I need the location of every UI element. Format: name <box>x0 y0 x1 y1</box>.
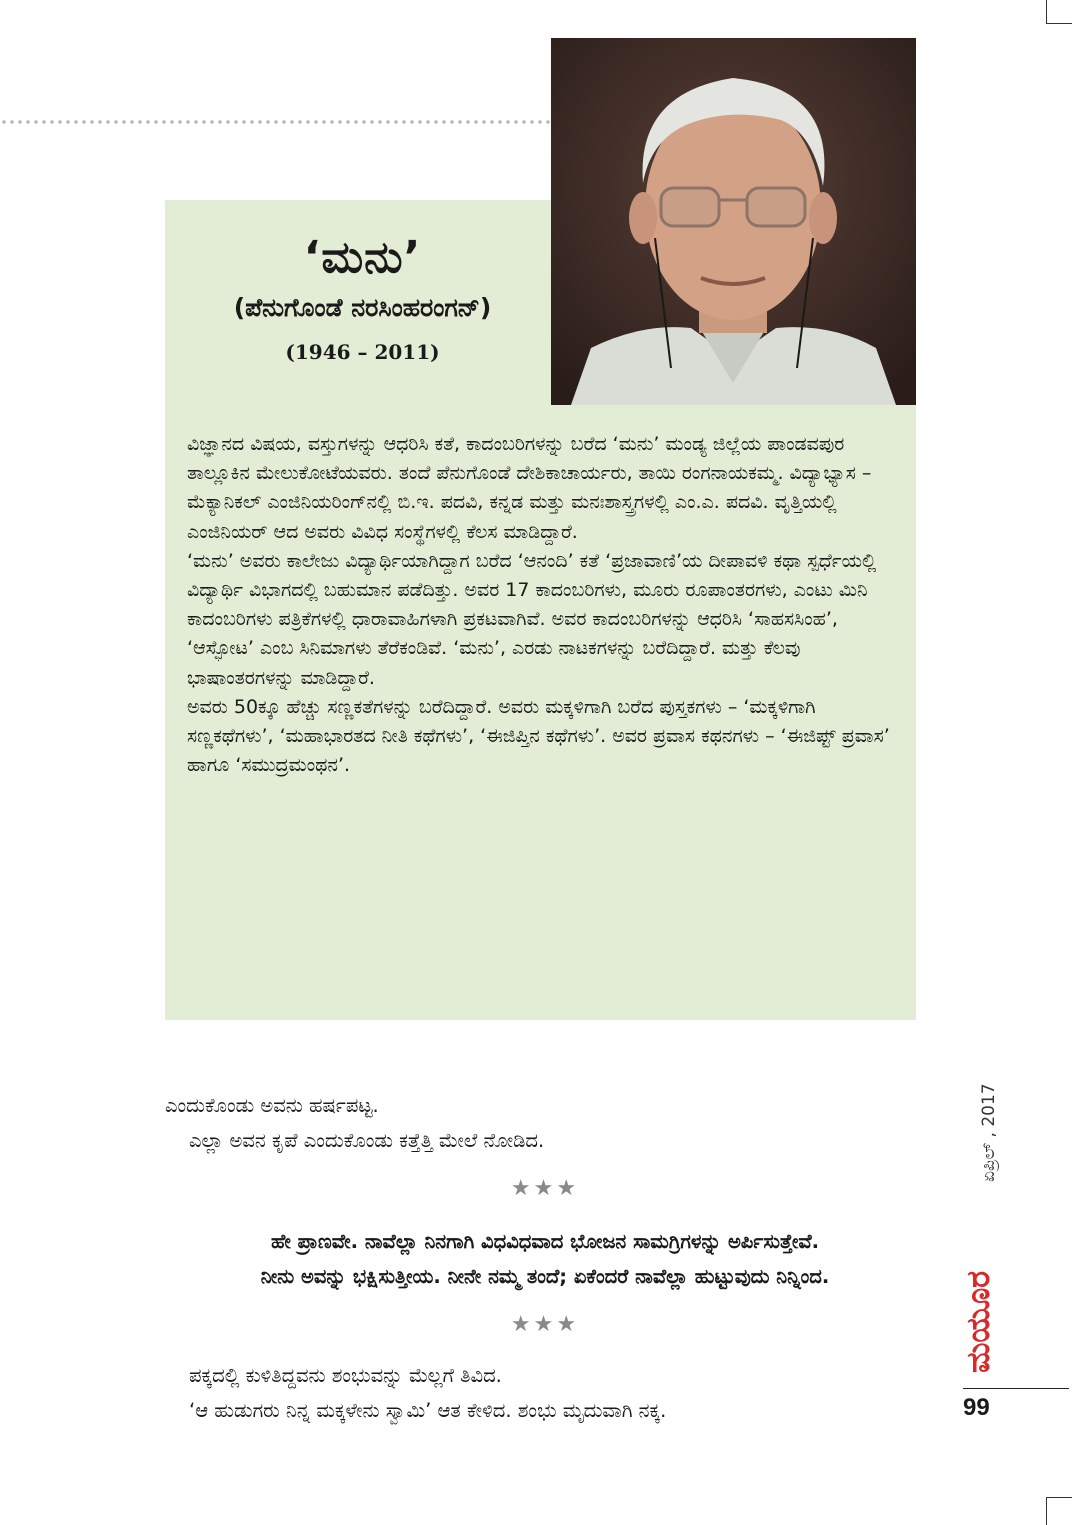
section-separator: ★★★ <box>510 1176 580 1201</box>
profile-subtitle: (ಪೆನುಗೊಂಡೆ ನರಸಿಂಹರಂಗನ್) <box>233 293 492 322</box>
story-line: ಎಲ್ಲಾ ಅವನ ಕೃಪೆ ಎಂದುಕೊಂಡು ಕತ್ತೆತ್ತಿ ಮೇಲೆ ನೋಡಿದ. <box>189 1129 545 1152</box>
story-section-1 <box>165 1088 925 1158</box>
footer-rule <box>963 1388 1069 1389</box>
bio-paragraph: ವಿಜ್ಞಾನದ ವಿಷಯ, ವಸ್ತುಗಳನ್ನು ಆಧರಿಸಿ ಕತೆ, ಕಾದಂಬರಿಗಳನ್ನು ಬರೆದ ‘ಮನು’ ಮಂಡ್ಯ ಜಿಲ್ಲೆಯ ಪಾಂಡವಪುರ ತಾಲ್ಲೂಕಿನ ಮೇಲುಕೋಟೆಯವರು. ತಂದೆ ಪೆನುಗೊಂಡೆ ದೇಶಿಕಾಚಾರ್ಯರು, ತಾಯಿ ರಂಗನಾಯಕಮ್ಮ. ವಿದ್ಯಾಭ್ಯಾಸ – ಮೆಕ್ಯಾನಿಕಲ್ ಎಂಜಿನಿಯರಿಂಗ್‌ನಲ್ಲಿ ಬಿ.ಇ. ಪದವಿ, ಕನ್ನಡ ಮತ್ತು ಮನಃಶಾಸ್ತ್ರಗಳಲ್ಲಿ ಎಂ.ಎ. ಪದವಿ. ವೃತ್ತಿಯಲ್ಲಿ ಎಂಜಿನಿಯರ್ ಆದ ಅವರು ವಿವಿಧ ಸಂಸ್ಥೆಗಳಲ್ಲಿ ಕೆಲಸ ಮಾಡಿದ್ದಾರೆ. <box>187 433 872 543</box>
story-line: ಪಕ್ಕದಲ್ಲಿ ಕುಳಿತಿದ್ದವನು ಶಂಭುವನ್ನು ಮೆಲ್ಲಗೆ ತಿವಿದ. <box>189 1364 502 1387</box>
bio-paragraph: ಅವರು 50ಕ್ಕೂ ಹೆಚ್ಚು ಸಣ್ಣಕತೆಗಳನ್ನು ಬರೆದಿದ್ದಾರೆ. ಅವರು ಮಕ್ಕಳಿಗಾಗಿ ಬರೆದ ಪುಸ್ತಕಗಳು – ‘ಮಕ್ಕಳಿಗಾಗಿ ಸಣ್ಣಕಥೆಗಳು’, ‘ಮಹಾಭಾರತದ ನೀತಿ ಕಥೆಗಳು’, ‘ಈಜಿಪ್ತಿನ ಕಥೆಗಳು’. ಅವರ ಪ್ರವಾಸ ಕಥನಗಳು – ‘ಈಜಿಪ್ಟ್ ಪ್ರವಾಸ’ ಹಾಗೂ ‘ಸಮುದ್ರಮಂಥನ’. <box>187 695 890 777</box>
crop-mark-bottom-right <box>1046 1497 1072 1525</box>
prayer-block <box>165 1224 925 1294</box>
prayer-line: ಹೇ ಪ್ರಾಣವೇ. ನಾವೆಲ್ಲಾ ನಿನಗಾಗಿ ವಿಧವಿಧವಾದ ಭೋಜನ ಸಾಮಗ್ರಿಗಳನ್ನು ಅರ್ಪಿಸುತ್ತೇವೆ. <box>270 1230 820 1253</box>
dotted-rule <box>0 119 550 125</box>
story-section-2 <box>165 1358 925 1428</box>
profile-header <box>175 230 550 372</box>
prayer-line: ನೀನು ಅವನ್ನು ಭಕ್ಷಿಸುತ್ತೀಯ. ನೀನೇ ನಮ್ಮ ತಂದೆ; ಏಕೆಂದರೆ ನಾವೆಲ್ಲಾ ಹುಟ್ಟುವುದು ನಿನ್ನಿಂದ. <box>260 1265 830 1288</box>
story-line: ಎಂದುಕೊಂಡು ಅವನು ಹರ್ಷಪಟ್ಟ. <box>165 1094 379 1117</box>
page-number: 99 <box>963 1394 990 1421</box>
section-separator: ★★★ <box>510 1312 580 1337</box>
profile-title: ‘ಮನು’ <box>303 232 422 283</box>
magazine-logo-text: ಮಯೂರ <box>959 1270 997 1373</box>
bio-text <box>187 430 897 780</box>
story-line: ‘ಆ ಹುಡುಗರು ನಿನ್ನ ಮಕ್ಕಳೇನು ಸ್ವಾಮಿ’ ಆತ ಕೇಳಿದ. ಶಂಭು ಮೃದುವಾಗಿ ನಕ್ಕ. <box>189 1399 667 1422</box>
profile-years: (1946 – 2011) <box>285 340 440 364</box>
issue-date: ಏಪ್ರಿಲ್ , 2017 <box>979 1083 999 1182</box>
magazine-logo <box>959 1245 997 1375</box>
bio-paragraph: ‘ಮನು’ ಅವರು ಕಾಲೇಜು ವಿದ್ಯಾರ್ಥಿಯಾಗಿದ್ದಾಗ ಬರೆದ ‘ಆನಂದಿ’ ಕತೆ ‘ಪ್ರಜಾವಾಣಿ’ಯ ದೀಪಾವಳಿ ಕಥಾ ಸ್ಪರ್ಧೆಯಲ್ಲಿ ವಿದ್ಯಾರ್ಥಿ ವಿಭಾಗದಲ್ಲಿ ಬಹುಮಾನ ಪಡೆದಿತ್ತು. ಅವರ 17 ಕಾದಂಬರಿಗಳು, ಮೂರು ರೂಪಾಂತರಗಳು, ಎಂಟು ಮಿನಿ ಕಾದಂಬರಿಗಳು ಪತ್ರಿಕೆಗಳಲ್ಲಿ ಧಾರಾವಾಹಿಗಳಾಗಿ ಪ್ರಕಟವಾಗಿವೆ. ಅವರ ಕಾದಂಬರಿಗಳನ್ನು ಆಧರಿಸಿ ‘ಸಾಹಸಸಿಂಹ’, ‘ಆಸ್ಫೋಟ’ ಎಂಬ ಸಿನಿಮಾಗಳು ತೆರೆಕಂಡಿವೆ. ‘ಮನು’, ಎರಡು ನಾಟಕಗಳನ್ನು ಬರೆದಿದ್ದಾರೆ. ಮತ್ತು ಕೆಲವು ಭಾಷಾಂತರಗಳನ್ನು ಮಾಡಿದ್ದಾರೆ. <box>187 549 877 689</box>
crop-mark-top-right <box>1046 0 1072 24</box>
author-photo <box>551 38 916 405</box>
